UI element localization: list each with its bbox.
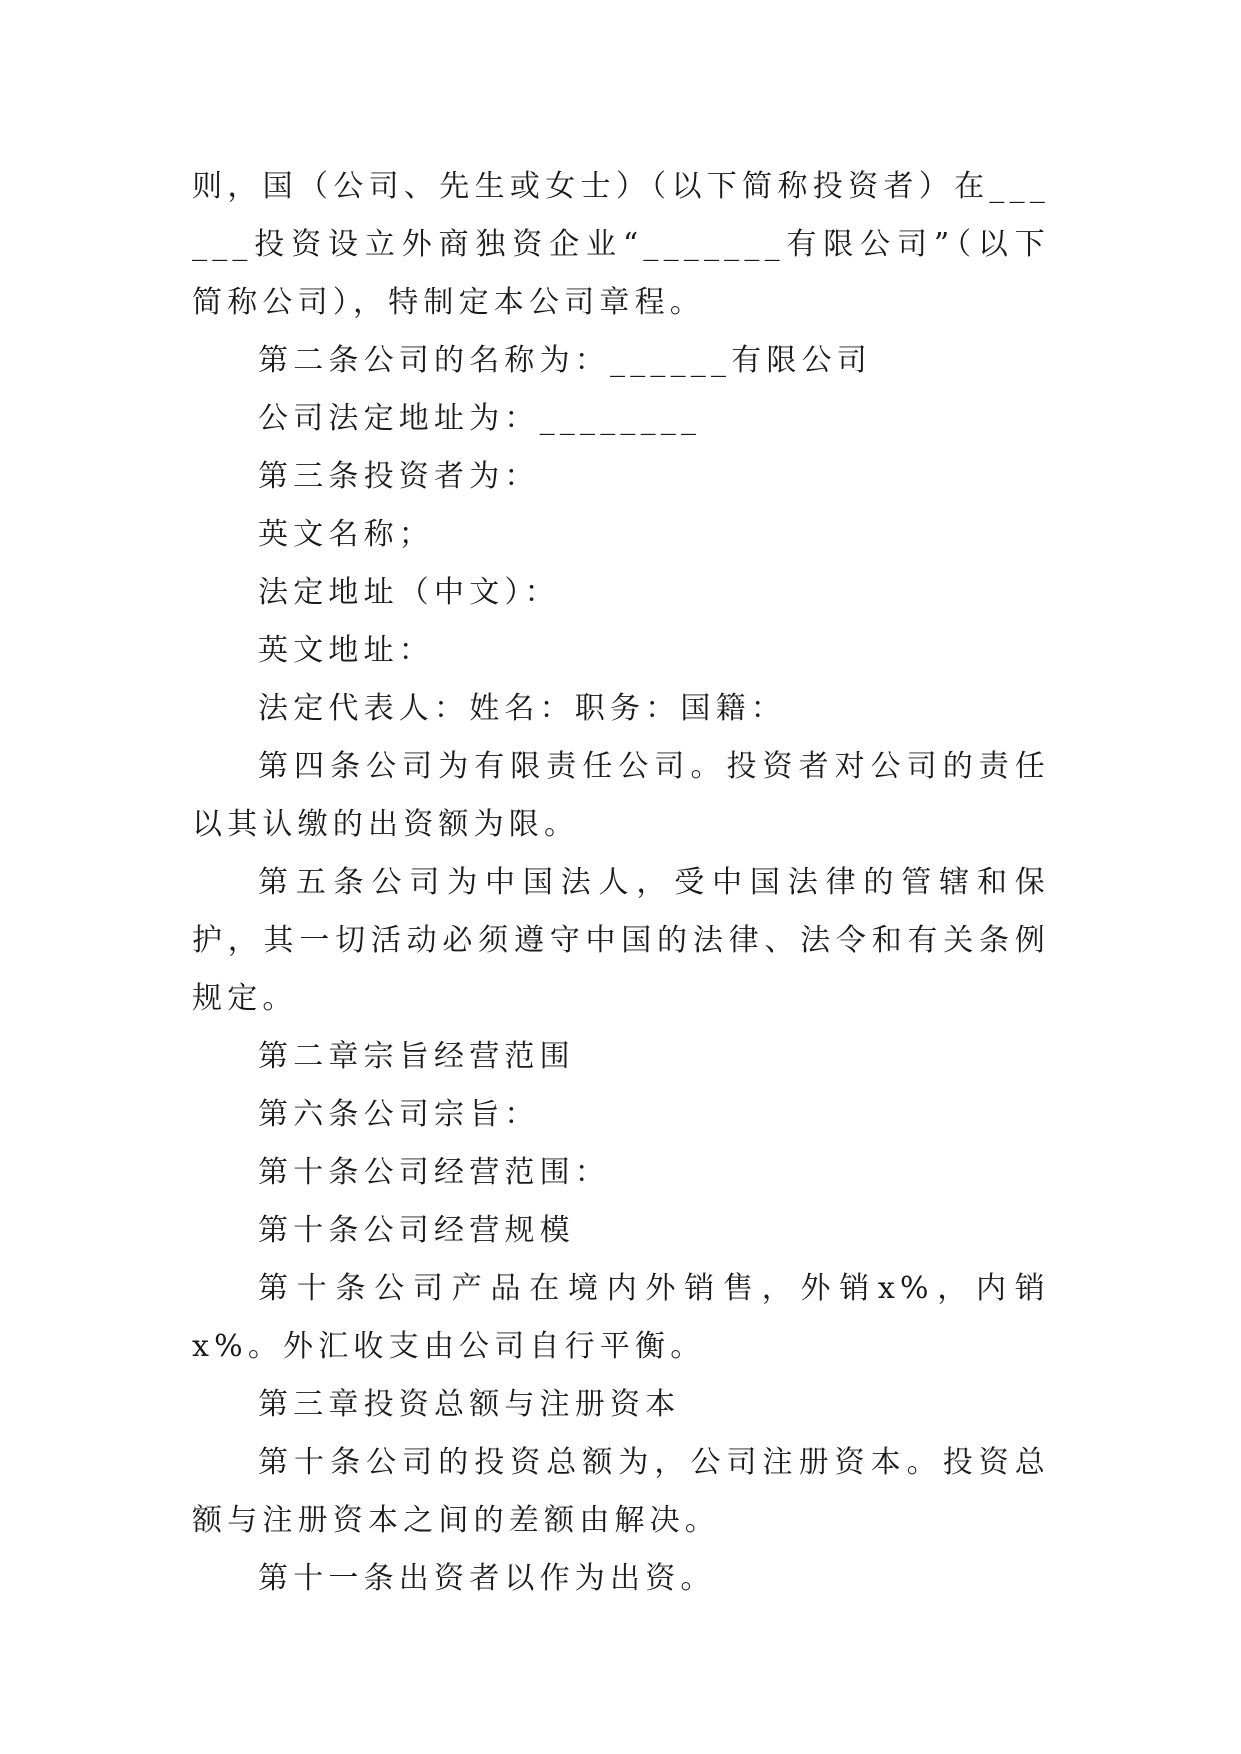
paragraph-preamble: 则，国（公司、先生或女士）（以下简称投资者）在______投资设立外商独资企业“_______有限公司”（以下简称公司），特制定本公司章程。 <box>192 169 1050 320</box>
paragraph-legal-address-chinese: 法定地址（中文）： <box>258 575 560 610</box>
paragraph-legal-representative: 法定代表人：姓名：职务：国籍： <box>258 691 786 726</box>
paragraph-english-address: 英文地址： <box>258 633 434 668</box>
paragraph-article-4: 第四条公司为有限责任公司。投资者对公司的责任以其认缴的出资额为限。 <box>192 749 1050 842</box>
paragraph-legal-address: 公司法定地址为：________ <box>258 401 702 436</box>
paragraph-article-11: 第十一条出资者以作为出资。 <box>258 1561 716 1596</box>
document-body <box>192 158 1050 1608</box>
paragraph-article-6: 第六条公司宗旨： <box>258 1097 540 1132</box>
paragraph-english-name: 英文名称； <box>258 517 434 552</box>
paragraph-sales: 第十条公司产品在境内外销售，外销x%，内销x%。外汇收支由公司自行平衡。 <box>192 1271 1050 1364</box>
heading-chapter-3: 第三章投资总额与注册资本 <box>258 1387 681 1422</box>
paragraph-business-scope: 第十条公司经营范围： <box>258 1155 610 1190</box>
paragraph-total-investment: 第十条公司的投资总额为，公司注册资本。投资总额与注册资本之间的差额由解决。 <box>192 1445 1050 1538</box>
paragraph-article-2-name: 第二条公司的名称为：______有限公司 <box>258 343 872 378</box>
heading-chapter-2: 第二章宗旨经营范围 <box>258 1039 575 1074</box>
paragraph-article-3-investor: 第三条投资者为： <box>258 459 540 494</box>
paragraph-article-5: 第五条公司为中国法人，受中国法律的管辖和保护，其一切活动必须遵守中国的法律、法令和有关条例规定。 <box>192 865 1050 1016</box>
paragraph-business-scale: 第十条公司经营规模 <box>258 1213 575 1248</box>
